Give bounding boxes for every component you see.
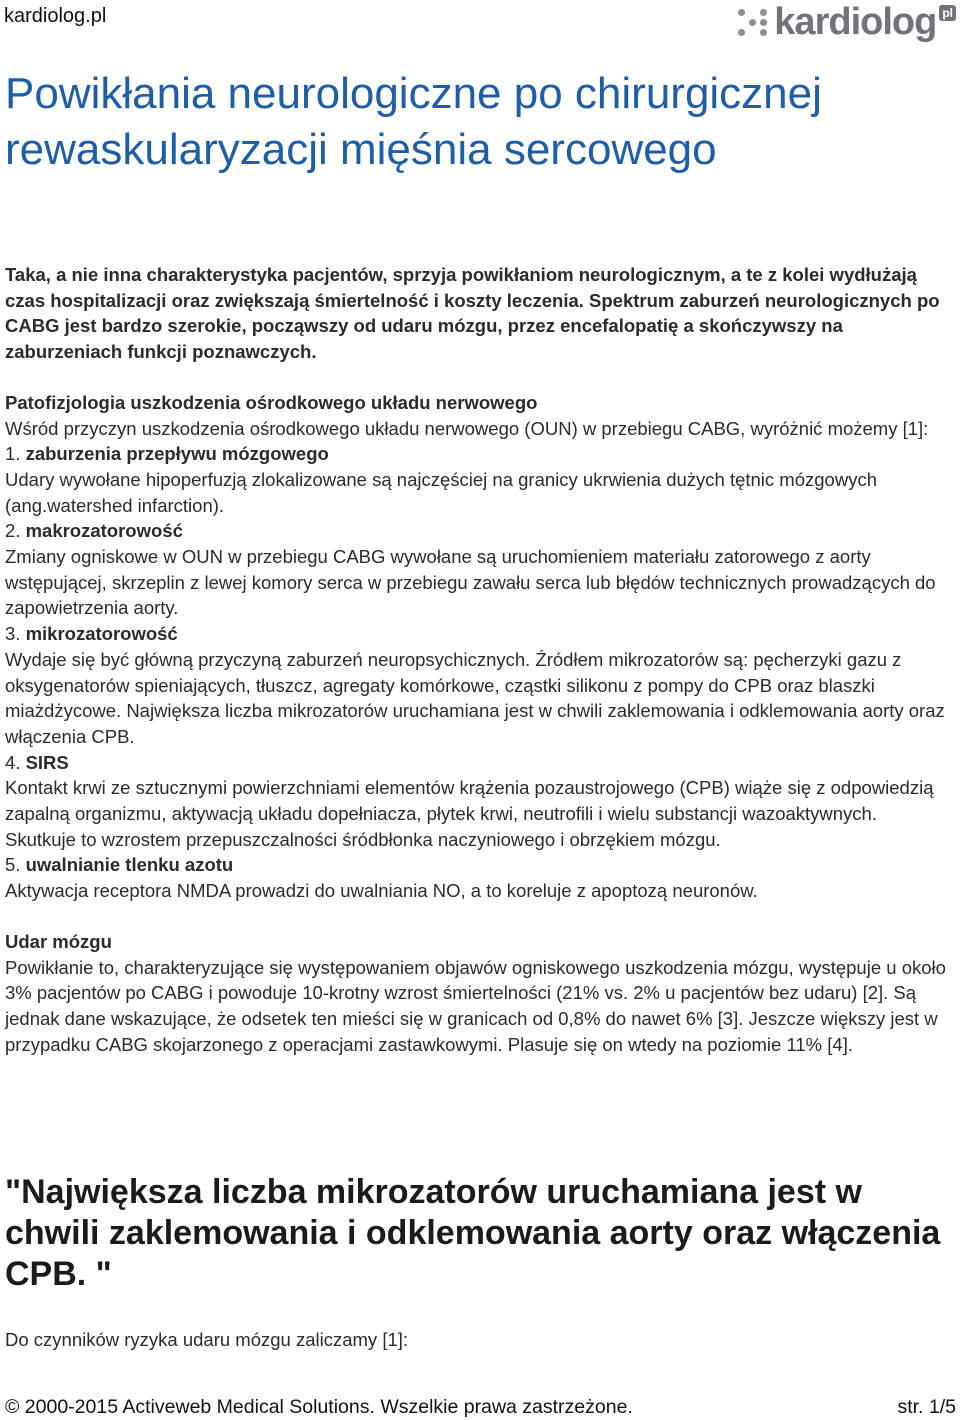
intro-paragraph: Taka, a nie inna charakterystyka pacjentów, sprzyja powikłaniom neurologicznym, a te z kolei wydłużają czas hospitalizacji oraz zwiększają śmiertelność i koszty leczenia. Spektrum zaburzeń neurologicznych po CABG jest bardzo szerokie, począwszy od udaru mózgu, przez encefalopatię a skończywszy na zaburzeniach funkcji poznawczych. xyxy=(5,264,940,363)
list-number: 4. xyxy=(5,751,21,773)
stroke-paragraph: Powikłanie to, charakteryzujące się występowaniem objawów ogniskowego uszkodzenia mózgu, występuje u około 3% pacjentów po CABG i powoduje 10-krotny wzrost śmiertelności (21% vs. 2% u pacjentów bez udaru) [2]. Są jednak dane wskazujące, że odsetek ten mieści się w granicach od 0,8% do nawet 6% [3]. Jeszcze większy jest w przypadku CABG skojarzonego z operacjami zastawkowymi. Plasuje się on wtedy na poziomie 11% [4]. xyxy=(5,956,946,1055)
pathophysiology-lead: Wśród przyczyn uszkodzenia ośrodkowego układu nerwowego (OUN) w przebiegu CABG, wyróżnić możemy [1]: xyxy=(5,417,929,439)
list-title: makrozatorowość xyxy=(25,520,183,542)
list-item-title xyxy=(5,852,947,878)
list-item-text: Udary wywołane hipoperfuzją zlokalizowane są najczęściej na granicy ukrwienia dużych tętnic mózgowych (ang.watershed infarction). xyxy=(5,468,877,516)
list-item-title xyxy=(5,621,947,647)
page-number: str. 1/5 xyxy=(897,1396,956,1418)
dots-icon xyxy=(738,9,768,36)
list-title: SIRS xyxy=(25,751,69,773)
logo-badge: pl xyxy=(939,5,956,21)
risk-factors-line: Do czynników ryzyka udaru mózgu zaliczamy [1]: xyxy=(5,1329,409,1350)
site-name[interactable]: kardiolog.pl xyxy=(4,5,107,27)
list-number: 3. xyxy=(5,623,21,645)
list-item-text: Kontakt krwi ze sztucznymi powierzchniami elementów krążenia pozaustrojowego (CPB) wiąże się z odpowiedzią zapalną organizmu, aktywacją układu dopełniacza, płytek krwi, neutrofili i wielu substancji wazoaktywnych. Skutkuje to wzrostem przepuszczalności śródbłonka naczyniowego i obrzękiem mózgu. xyxy=(5,777,934,850)
footer xyxy=(5,1396,956,1419)
list-title: mikrozatorowość xyxy=(25,623,178,645)
list-item-text: Wydaje się być główną przyczyną zaburzeń neuropsychicznych. Źródłem mikrozatorów są: pęcherzyki gazu z oksygenatorów spieniających, tłuszcz, agregaty komórkowe, cząstki silikonu z pompy do CPB oraz blaszki miażdżycowe. Największa liczba mikrozatorów uruchamiana jest w chwili zaklemowania i odklemowania aorty oraz włączenia CPB. xyxy=(5,648,945,747)
list-item-title xyxy=(5,518,947,544)
list-number: 5. xyxy=(5,854,21,876)
list-item-text: Zmiany ogniskowe w OUN w przebiegu CABG wywołane są uruchomieniem materiału zatorowego z aorty wstępującej, skrzeplin z lewej komory serca w przebiegu zawału serca lub błędów technicznych prowadzących do zapowietrzenia aorty. xyxy=(5,546,936,619)
list-title: uwalnianie tlenku azotu xyxy=(25,854,234,876)
logo-text: kardiolog xyxy=(774,1,937,43)
list-number: 2. xyxy=(5,520,21,542)
list-item-title xyxy=(5,441,947,467)
page-title: Powikłania neurologiczne po chirurgicznej rewaskularyzacji mięśnia sercowego xyxy=(5,69,822,174)
list-title: zaburzenia przepływu mózgowego xyxy=(25,443,329,465)
copyright: © 2000-2015 Activeweb Medical Solutions. Wszelkie prawa zastrzeżone. xyxy=(5,1396,633,1418)
kardiolog-logo[interactable] xyxy=(738,2,956,42)
list-item-text: Aktywacja receptora NMDA prowadzi do uwalniania NO, a to koreluje z apoptozą neuronów. xyxy=(5,880,758,902)
list-number: 1. xyxy=(5,443,21,465)
section-heading-stroke: Udar mózgu xyxy=(5,930,112,952)
section-heading-pathophysiology: Patofizjologia uszkodzenia ośrodkowego układu nerwowego xyxy=(5,391,538,413)
article-body xyxy=(5,262,947,1057)
list-item-title xyxy=(5,750,947,776)
pull-quote: "Największa liczba mikrozatorów uruchamiana jest w chwili zaklemowania i odklemowania aorty oraz włączenia CPB. " xyxy=(5,1173,941,1293)
